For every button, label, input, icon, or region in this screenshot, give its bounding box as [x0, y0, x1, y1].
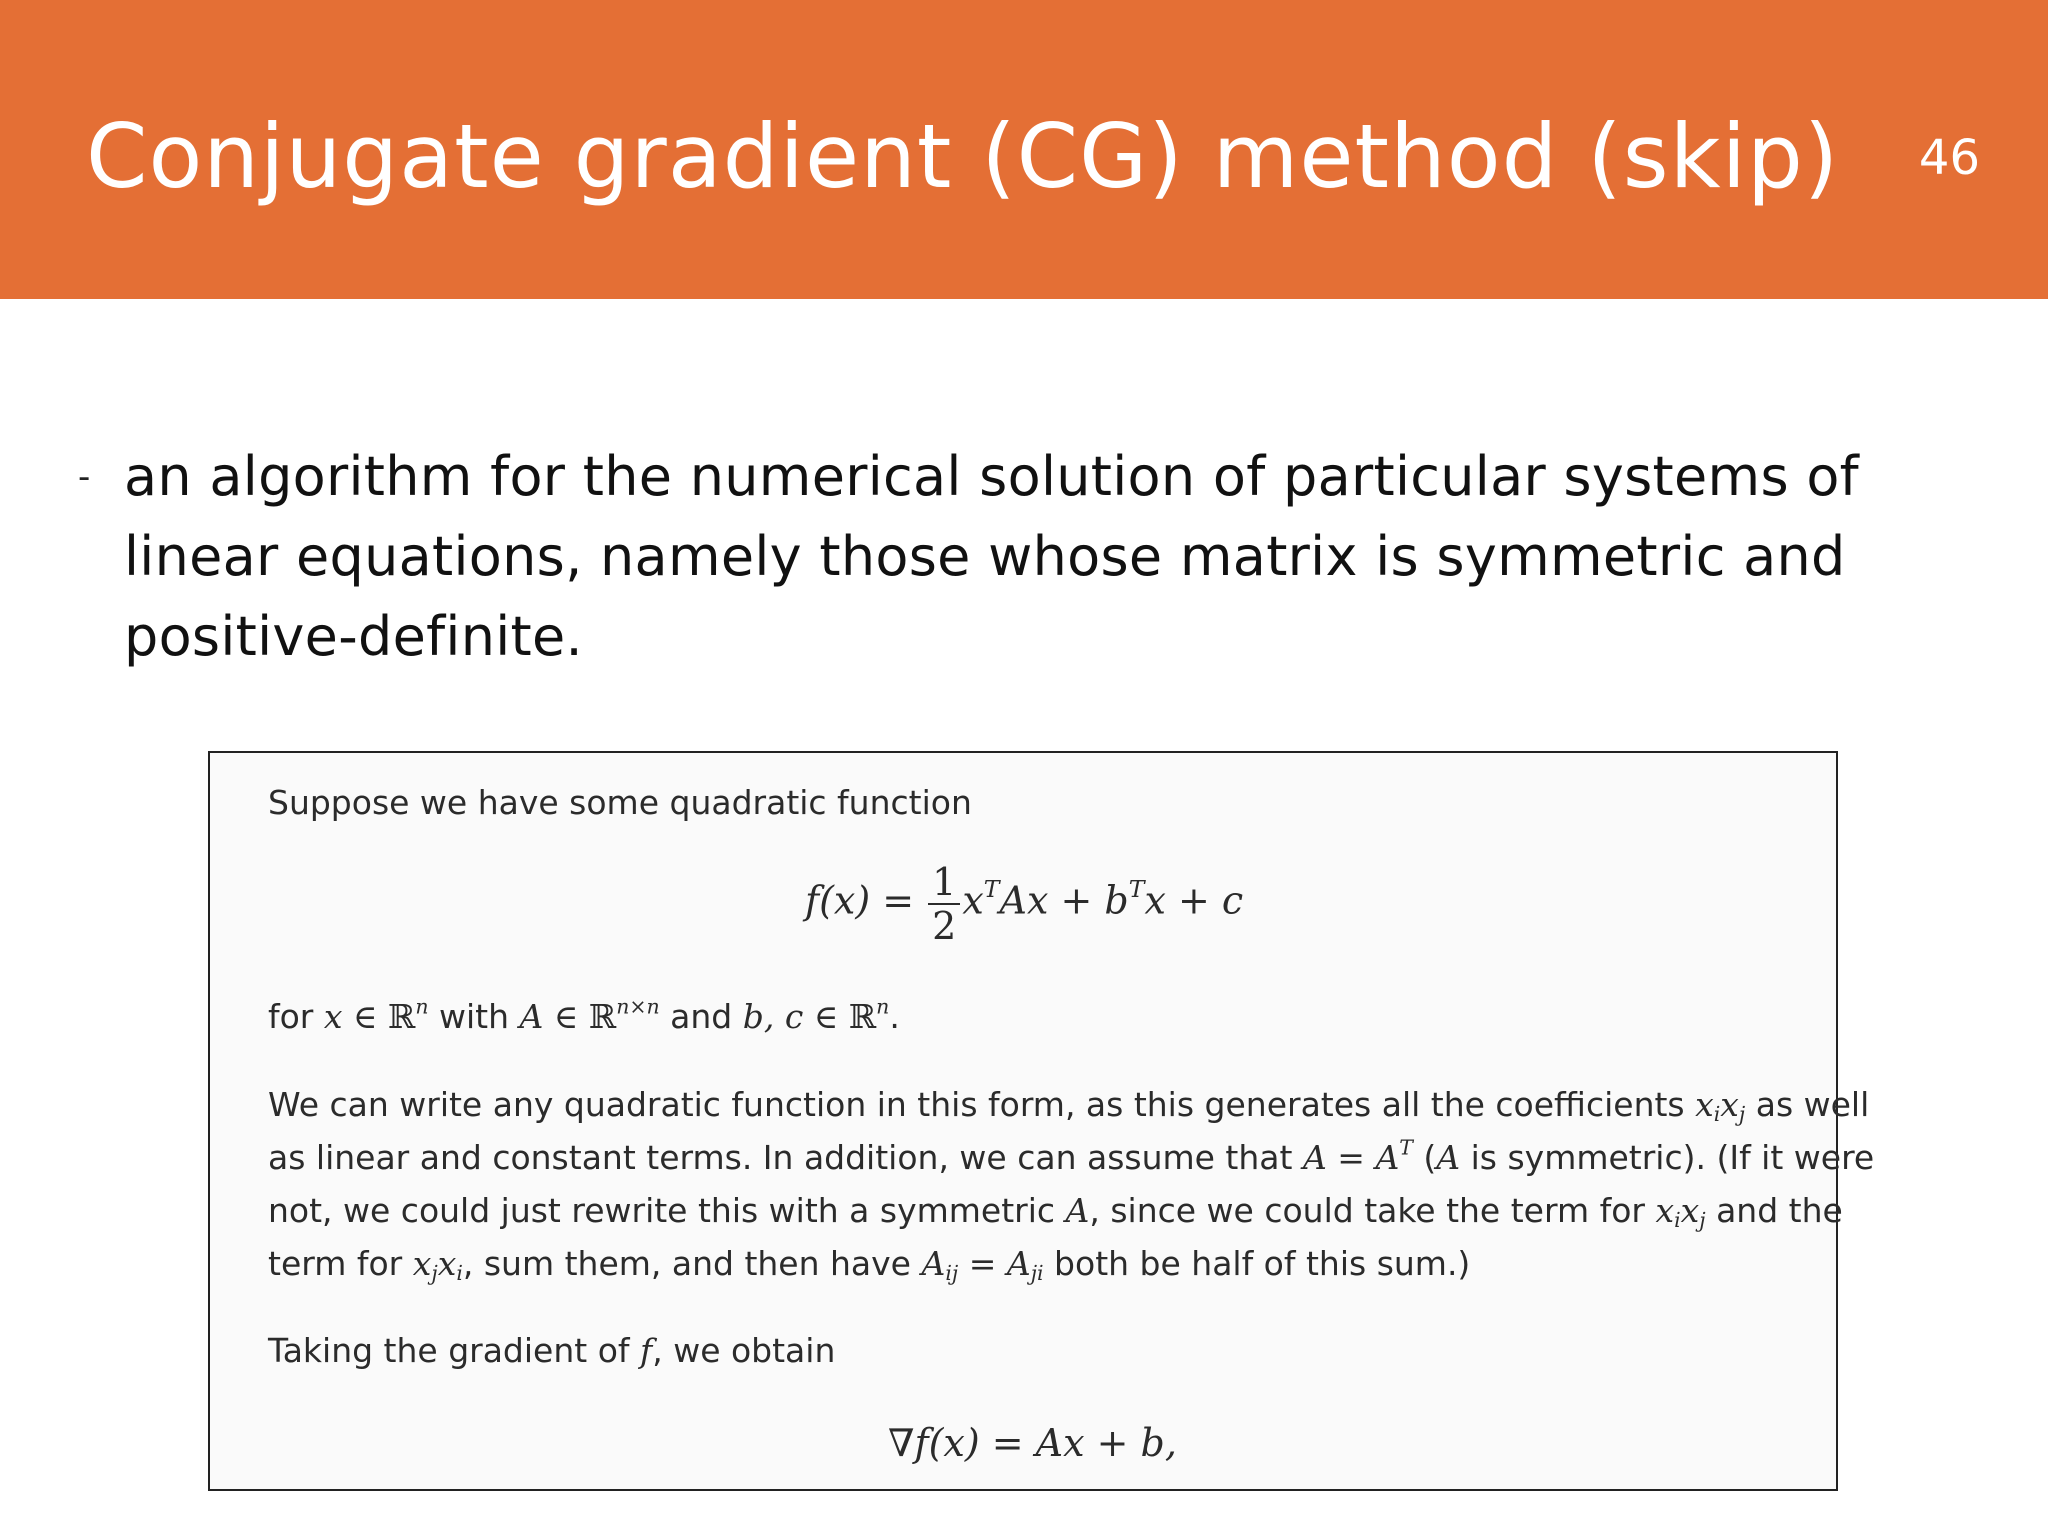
eq1-frac-den: 2: [932, 904, 957, 948]
text-run: and the: [1705, 1191, 1843, 1230]
math-op: =: [1326, 1138, 1376, 1177]
math-var: A: [1302, 1138, 1327, 1177]
text-run: and: [659, 997, 743, 1036]
math-var: A: [921, 1244, 946, 1283]
eq1-rhs2: Ax + b: [999, 878, 1129, 923]
math-var: x: [1720, 1085, 1739, 1124]
excerpt-para2-line2: [268, 1135, 1875, 1177]
excerpt-box: [208, 751, 1875, 1491]
text-run: .: [889, 997, 900, 1036]
math-var: f: [640, 1331, 653, 1370]
math-set: ∈ ℝ: [543, 997, 617, 1036]
eq1-frac-num: 1: [928, 861, 960, 905]
page-number: 46: [1918, 130, 1980, 186]
math-var: A: [1006, 1244, 1031, 1283]
math-sup: n×n: [616, 994, 660, 1019]
math-sub: i: [1713, 1102, 1721, 1127]
text-run: not, we could just rewrite this with a symmetric: [268, 1191, 1066, 1230]
text-run: We can write any quadratic function in this form, as this generates all the coefficients: [268, 1085, 1696, 1124]
eq1-rhs3: x + c: [1144, 878, 1244, 923]
bullet-marker: -: [78, 457, 91, 497]
text-run: as well: [1745, 1085, 1870, 1124]
slide-header: [0, 0, 2048, 299]
math-sub: j: [431, 1261, 438, 1286]
excerpt-para3: [268, 1331, 835, 1370]
eq1-lhs: f(x) =: [805, 878, 915, 923]
eq1-rhs1: x: [962, 878, 984, 923]
text-run: with: [428, 997, 520, 1036]
math-var: A: [1065, 1191, 1090, 1230]
math-sub: i: [1674, 1208, 1681, 1233]
math-var: A: [1375, 1138, 1400, 1177]
text-run: is symmetric). (If it were: [1460, 1138, 1875, 1177]
bullet-text: an algorithm for the numerical solution of particular systems of linear equations, namely those whose matrix is symmetric and positive-definite.: [124, 445, 1859, 668]
math-sup: T: [1399, 1135, 1413, 1160]
excerpt-para2-line3: [268, 1191, 1843, 1233]
text-run: Taking the gradient of: [268, 1331, 640, 1370]
text-run: , sum them, and then have: [462, 1244, 922, 1283]
math-sub: j: [1699, 1208, 1706, 1233]
math-var: x: [1655, 1191, 1675, 1230]
text-run: term for: [268, 1244, 413, 1283]
math-var: x: [1680, 1191, 1700, 1230]
math-var: A: [519, 997, 544, 1036]
math-var: A: [1436, 1138, 1461, 1177]
excerpt-para2-line4: [268, 1244, 1471, 1286]
excerpt-para2-line1: [268, 1085, 1870, 1127]
text-run: both be half of this sum.): [1043, 1244, 1471, 1283]
text-run: (: [1412, 1138, 1437, 1177]
text-run: , we obtain: [652, 1331, 836, 1370]
math-sup: n: [415, 994, 429, 1019]
eq2: ∇f(x) = Ax + b,: [888, 1421, 1177, 1465]
text-run: as linear and constant terms. In addition, we can assume that: [268, 1138, 1303, 1177]
slide-title: Conjugate gradient (CG) method (skip): [86, 105, 1840, 208]
math-set: ∈ ℝ: [803, 997, 877, 1036]
math-sup: n: [876, 994, 890, 1019]
eq1-fraction: [928, 861, 960, 947]
math-sub: j: [1738, 1102, 1746, 1127]
excerpt-domain-line: [268, 994, 900, 1036]
eq1-sup2: T: [1128, 875, 1145, 904]
equation-quadratic: [805, 861, 1243, 947]
excerpt-intro: Suppose we have some quadratic function: [268, 783, 972, 822]
text-run: for: [268, 997, 324, 1036]
math-sub: ij: [945, 1261, 959, 1286]
text-run: , since we could take the term for: [1089, 1191, 1656, 1230]
math-var: b, c: [742, 997, 804, 1036]
math-var: x: [1695, 1085, 1714, 1124]
math-var: x: [437, 1244, 457, 1283]
math-sub: ji: [1030, 1261, 1044, 1286]
math-var: x: [412, 1244, 432, 1283]
equation-gradient: [888, 1421, 1177, 1465]
math-var: x: [323, 997, 343, 1036]
math-set: ∈ ℝ: [342, 997, 416, 1036]
math-op: =: [958, 1244, 1007, 1283]
math-sub: i: [456, 1261, 463, 1286]
eq1-sup1: T: [983, 875, 1000, 904]
